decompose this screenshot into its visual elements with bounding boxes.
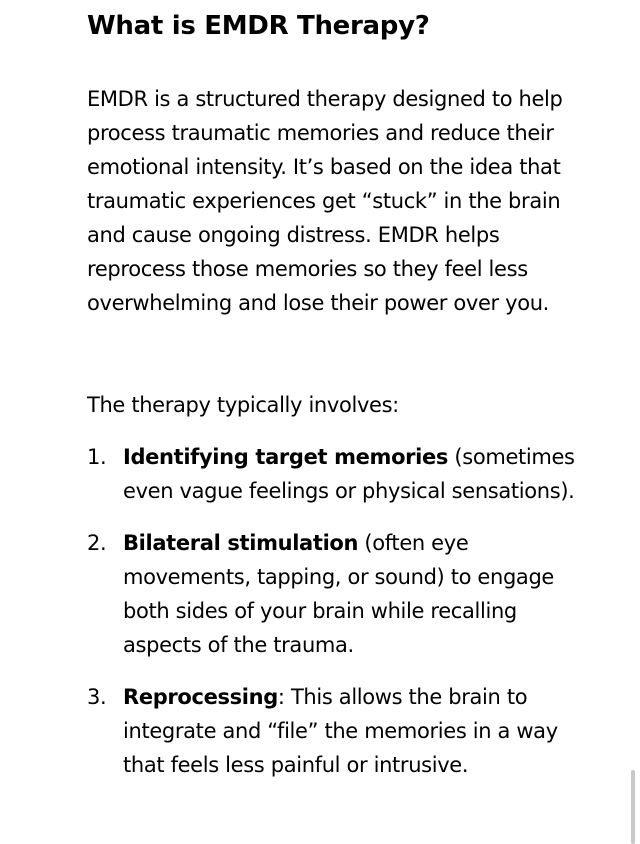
list-item-term: Identifying target memories bbox=[123, 445, 449, 469]
list-item-text: (sometimes even vague feelings or physical sensations). bbox=[123, 445, 575, 503]
list-item-number: 1. bbox=[87, 445, 107, 469]
list-item bbox=[87, 440, 593, 508]
scrollbar-thumb[interactable] bbox=[631, 770, 635, 844]
list-item bbox=[87, 680, 593, 782]
steps-list bbox=[87, 440, 607, 782]
list-item-term: Reprocessing bbox=[123, 685, 278, 709]
list-item bbox=[87, 526, 593, 662]
list-item-text: (often eye movements, tapping, or sound) to engage both sides of your brain while recalling aspects of the trauma. bbox=[123, 531, 555, 657]
list-item-term: Bilateral stimulation bbox=[123, 531, 359, 555]
list-item-text: : This allows the brain to integrate and “file” the memories in a way that feels less painful or intrusive. bbox=[123, 685, 558, 777]
list-item-number: 2. bbox=[87, 531, 107, 555]
intro-paragraph: EMDR is a structured therapy designed to help process traumatic memories and reduce their emotional intensity. It’s based on the idea that traumatic experiences get “stuck” in the brain and cause ongoing distress. EMDR helps reprocess those memories so they feel less overwhelming and lose their power over you. bbox=[87, 87, 563, 315]
list-item-number: 3. bbox=[87, 685, 107, 709]
article-title: What is EMDR Therapy? bbox=[87, 11, 430, 41]
list-lead-in: The therapy typically involves: bbox=[87, 393, 399, 417]
